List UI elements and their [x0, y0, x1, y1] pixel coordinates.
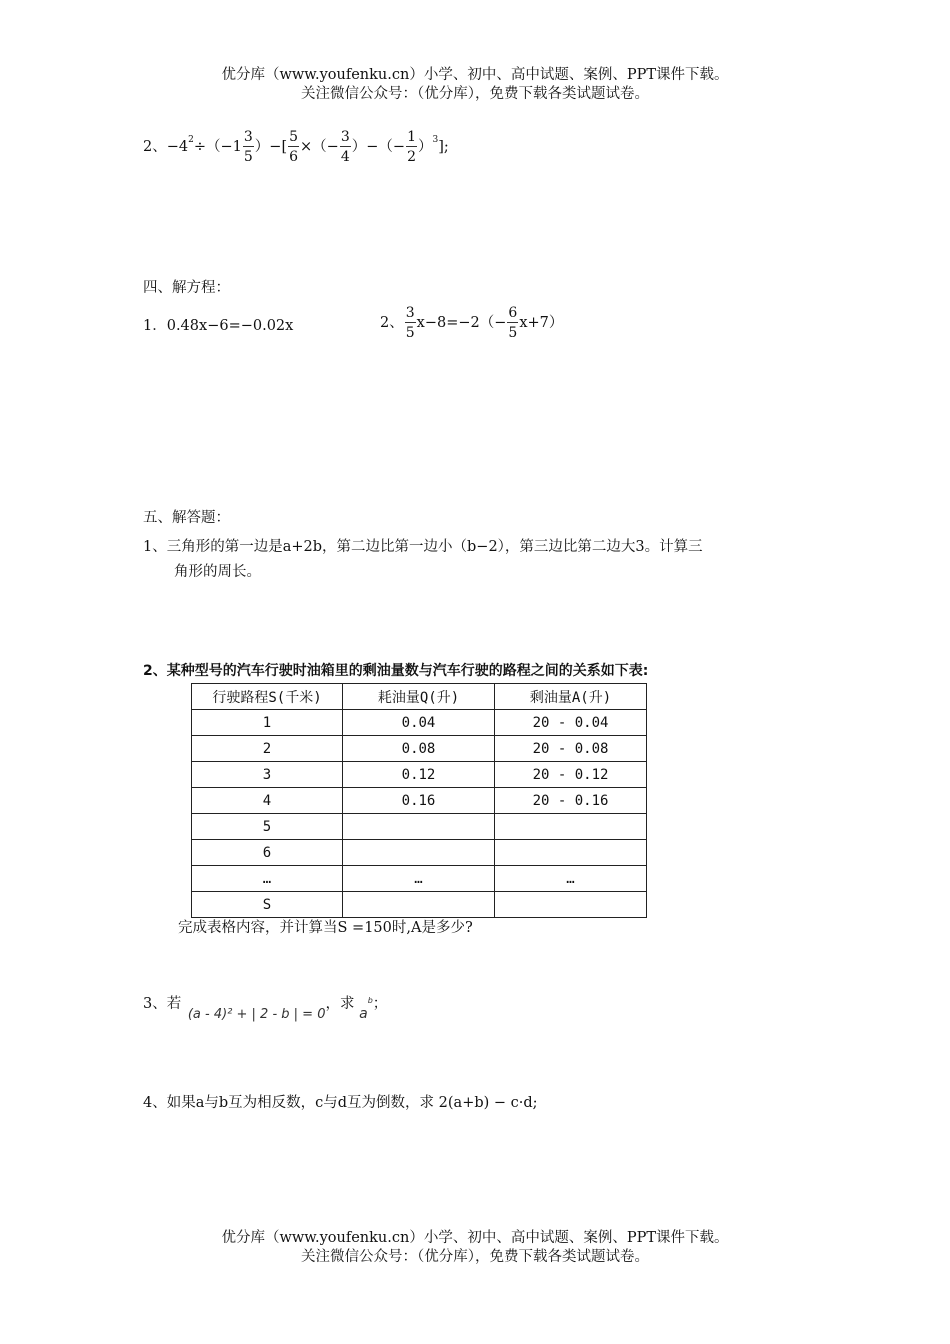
q2-part-e: ）−（− — [351, 139, 406, 155]
q2-part-b: ÷（−1 — [193, 139, 242, 155]
table-cell: 0.04 — [343, 710, 495, 736]
q2-fraction-3 — [340, 130, 351, 164]
table-cell: 2 — [192, 736, 343, 762]
q2-exp-a: 2 — [188, 135, 194, 145]
fraction-numerator: 5 — [289, 129, 299, 145]
fraction-numerator: 3 — [340, 129, 350, 145]
table-header-row — [192, 684, 647, 710]
fraction-numerator: 3 — [243, 129, 253, 145]
header-line-1: 优分库（www.youfenku.cn）小学、初中、高中试题、案例、PPT课件下载。 — [221, 67, 729, 83]
equation-1: 1．0.48x−6=−0.02x — [143, 318, 294, 334]
table-cell: 4 — [192, 788, 343, 814]
table-row — [192, 710, 647, 736]
fraction-numerator: 6 — [508, 305, 518, 321]
table-row — [192, 814, 647, 840]
fraction-numerator: 1 — [407, 129, 416, 145]
q3-target: a — [359, 1006, 368, 1022]
table-cell — [343, 814, 495, 840]
q2-fraction-1 — [243, 130, 254, 164]
fraction-denominator: 5 — [405, 325, 415, 341]
table-cell: … — [495, 866, 647, 892]
fraction-denominator: 6 — [289, 149, 299, 165]
fraction-denominator: 5 — [508, 325, 518, 341]
q2-part-c: ）−[ — [254, 139, 288, 155]
table-header-cell: 剩油量A(升) — [495, 684, 647, 710]
q3-end: ； — [372, 996, 388, 1012]
q1-line-1: 1、三角形的第一边是a+2b，第二边比第一边小（b−2），第三边比第二边大3。计算三 — [143, 539, 703, 555]
footer-line-2: 关注微信公众号：（优分库），免费下载各类试题试卷。 — [301, 1249, 649, 1265]
q3-formula: (a - 4)² + | 2 - b | = 0 — [187, 1007, 326, 1022]
table-row — [192, 840, 647, 866]
table-cell: 1 — [192, 710, 343, 736]
table-cell: 6 — [192, 840, 343, 866]
table-cell — [495, 840, 647, 866]
table-row — [192, 866, 647, 892]
table-cell: 0.16 — [343, 788, 495, 814]
table-cell: 20 - 0.08 — [495, 736, 647, 762]
q2-exp-f: 3 — [432, 135, 439, 145]
q2-part-g: ]; — [438, 139, 449, 155]
eq2-fraction-2 — [507, 306, 518, 340]
table-cell — [343, 892, 495, 918]
q3-target-exp: b — [367, 996, 373, 1005]
oil-table — [191, 683, 647, 918]
q2-prompt: 完成表格内容，并计算当S =150时,A是多少? — [178, 920, 473, 936]
q3-mid: ，求 — [325, 996, 355, 1012]
table-cell — [343, 840, 495, 866]
q2-fraction-4 — [406, 130, 417, 164]
q2-table-title: 2、某种型号的汽车行驶时油箱里的剩油量数与汽车行驶的路程之间的关系如下表: — [143, 663, 649, 679]
table-row — [192, 788, 647, 814]
table-cell: 20 - 0.04 — [495, 710, 647, 736]
q3-label: 3、若 — [143, 996, 182, 1012]
equation-2 — [380, 306, 563, 340]
table-cell: 5 — [192, 814, 343, 840]
fraction-denominator: 5 — [243, 149, 253, 165]
q2-calc-expression — [143, 130, 449, 164]
eq2-fraction-1 — [405, 306, 416, 340]
fraction-denominator: 4 — [340, 149, 350, 165]
q2-fraction-2 — [288, 130, 299, 164]
table-row — [192, 736, 647, 762]
header-line-2: 关注微信公众号：（优分库），免费下载各类试题试卷。 — [301, 86, 649, 102]
q3-line — [143, 994, 388, 1022]
section-4-title: 四、解方程： — [143, 280, 230, 296]
q2-part-a: −4 — [166, 139, 189, 155]
section-5-title: 五、解答题： — [143, 510, 230, 526]
table-cell: 20 - 0.12 — [495, 762, 647, 788]
eq2-end: x+7） — [519, 315, 564, 331]
table-cell: … — [343, 866, 495, 892]
table-header-cell: 行驶路程S(千米) — [192, 684, 343, 710]
q2-label: 2、 — [143, 139, 167, 155]
table-cell — [495, 814, 647, 840]
table-cell: … — [192, 866, 343, 892]
q4-line: 4、如果a与b互为相反数，c与d互为倒数，求 2(a+b) − c·d; — [143, 1095, 538, 1111]
table-cell: 20 - 0.16 — [495, 788, 647, 814]
fraction-numerator: 3 — [405, 305, 415, 321]
table-cell: S — [192, 892, 343, 918]
table-header-cell: 耗油量Q(升) — [343, 684, 495, 710]
table-row — [192, 892, 647, 918]
q2-part-f: ） — [418, 139, 433, 155]
q2-part-d: ×（− — [300, 139, 339, 155]
table-cell: 3 — [192, 762, 343, 788]
eq2-middle: x−8=−2（− — [416, 315, 507, 331]
q1-line-2: 角形的周长。 — [174, 564, 261, 580]
table-cell: 0.12 — [343, 762, 495, 788]
footer-line-1: 优分库（www.youfenku.cn）小学、初中、高中试题、案例、PPT课件下载。 — [221, 1230, 729, 1246]
table-cell: 0.08 — [343, 736, 495, 762]
fraction-denominator: 2 — [407, 149, 416, 165]
eq2-label: 2、 — [380, 315, 404, 331]
table-cell — [495, 892, 647, 918]
table-row — [192, 762, 647, 788]
